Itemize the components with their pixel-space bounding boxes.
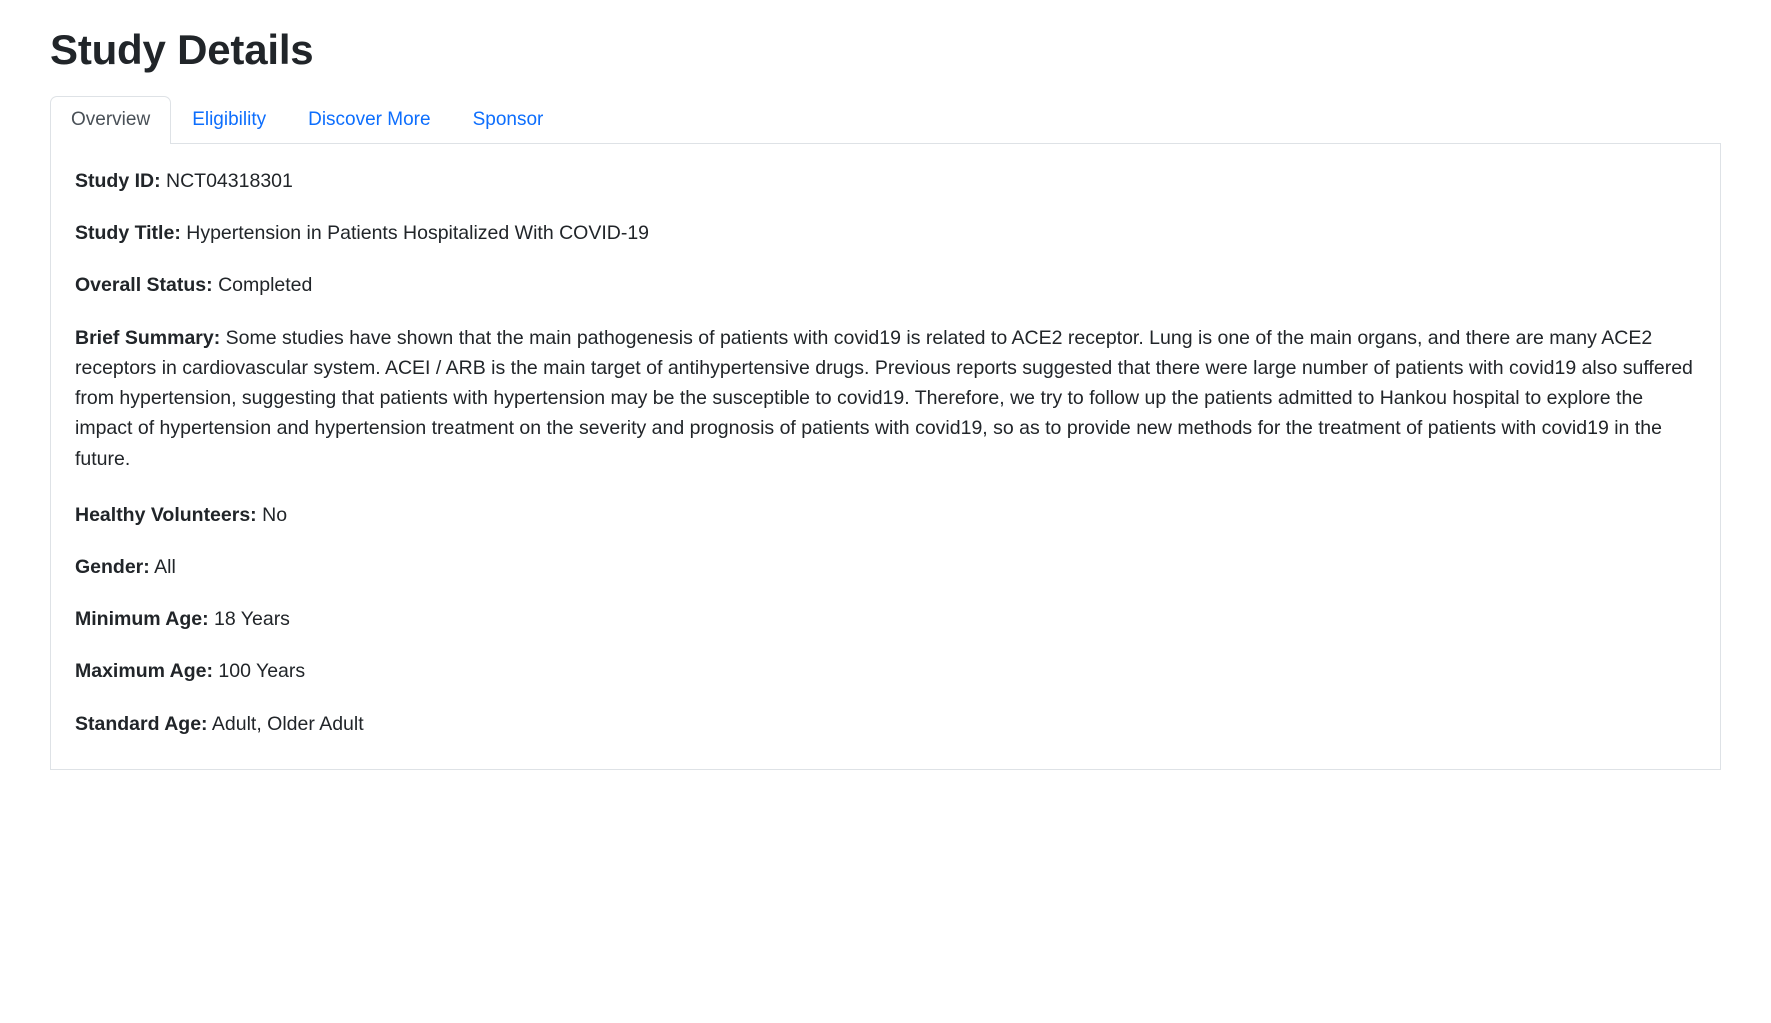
field-healthy-volunteers (75, 500, 1696, 530)
field-brief-summary-label: Brief Summary: (75, 326, 221, 349)
field-gender-value: All (154, 555, 176, 578)
field-standard-age-value: Adult, Older Adult (211, 712, 364, 735)
field-gender-label: Gender: (75, 555, 150, 578)
field-study-id-label: Study ID: (75, 169, 161, 192)
field-maximum-age-value: 100 Years (218, 660, 306, 683)
field-standard-age-label: Standard Age: (75, 712, 208, 735)
field-study-title (75, 218, 1696, 248)
field-brief-summary-value: Some studies have shown that the main pathogenesis of patients with covid19 is related to ACE2 receptor. Lung is one of the main organs, and there are many ACE2 receptors in cardiovascular system. ACEI / ARB is the main target of antihypertensive drugs. Previous reports suggested that there were large number of patients with covid19 also suffered from hypertension, suggesting that patients with hypertension may be the susceptible to covid19. Therefore, we try to follow up the patients admitted to Hankou hospital to explore the impact of hypertension and hypertension treatment on the severity and prognosis of patients with covid19, so as to provide new methods for the treatment of patients with covid19 in the future. (75, 326, 1693, 470)
status-badge: Completed (218, 274, 313, 297)
field-brief-summary (75, 323, 1696, 474)
tab-sponsor[interactable]: Sponsor (472, 109, 544, 131)
field-minimum-age-label: Minimum Age: (75, 608, 209, 631)
field-study-title-label: Study Title: (75, 222, 181, 245)
field-healthy-volunteers-value: No (262, 503, 288, 526)
page-title: Study Details (50, 26, 314, 73)
field-gender (75, 552, 1696, 582)
field-study-id-value: NCT04318301 (166, 169, 293, 192)
tab-overview[interactable]: Overview (50, 96, 171, 144)
field-standard-age (75, 709, 1696, 739)
tab-discover-more[interactable]: Discover More (308, 109, 431, 131)
tab-bar (50, 96, 1721, 144)
field-maximum-age (75, 656, 1696, 686)
field-maximum-age-label: Maximum Age: (75, 660, 213, 683)
field-study-title-value: Hypertension in Patients Hospitalized With COVID-19 (186, 222, 650, 245)
field-overall-status (75, 270, 1696, 300)
field-overall-status-label: Overall Status: (75, 274, 213, 297)
field-minimum-age-value: 18 Years (214, 608, 290, 631)
tab-eligibility[interactable]: Eligibility (192, 109, 267, 131)
overview-panel (50, 144, 1721, 770)
field-study-id (75, 166, 1696, 196)
field-minimum-age (75, 604, 1696, 634)
field-healthy-volunteers-label: Healthy Volunteers: (75, 503, 257, 526)
